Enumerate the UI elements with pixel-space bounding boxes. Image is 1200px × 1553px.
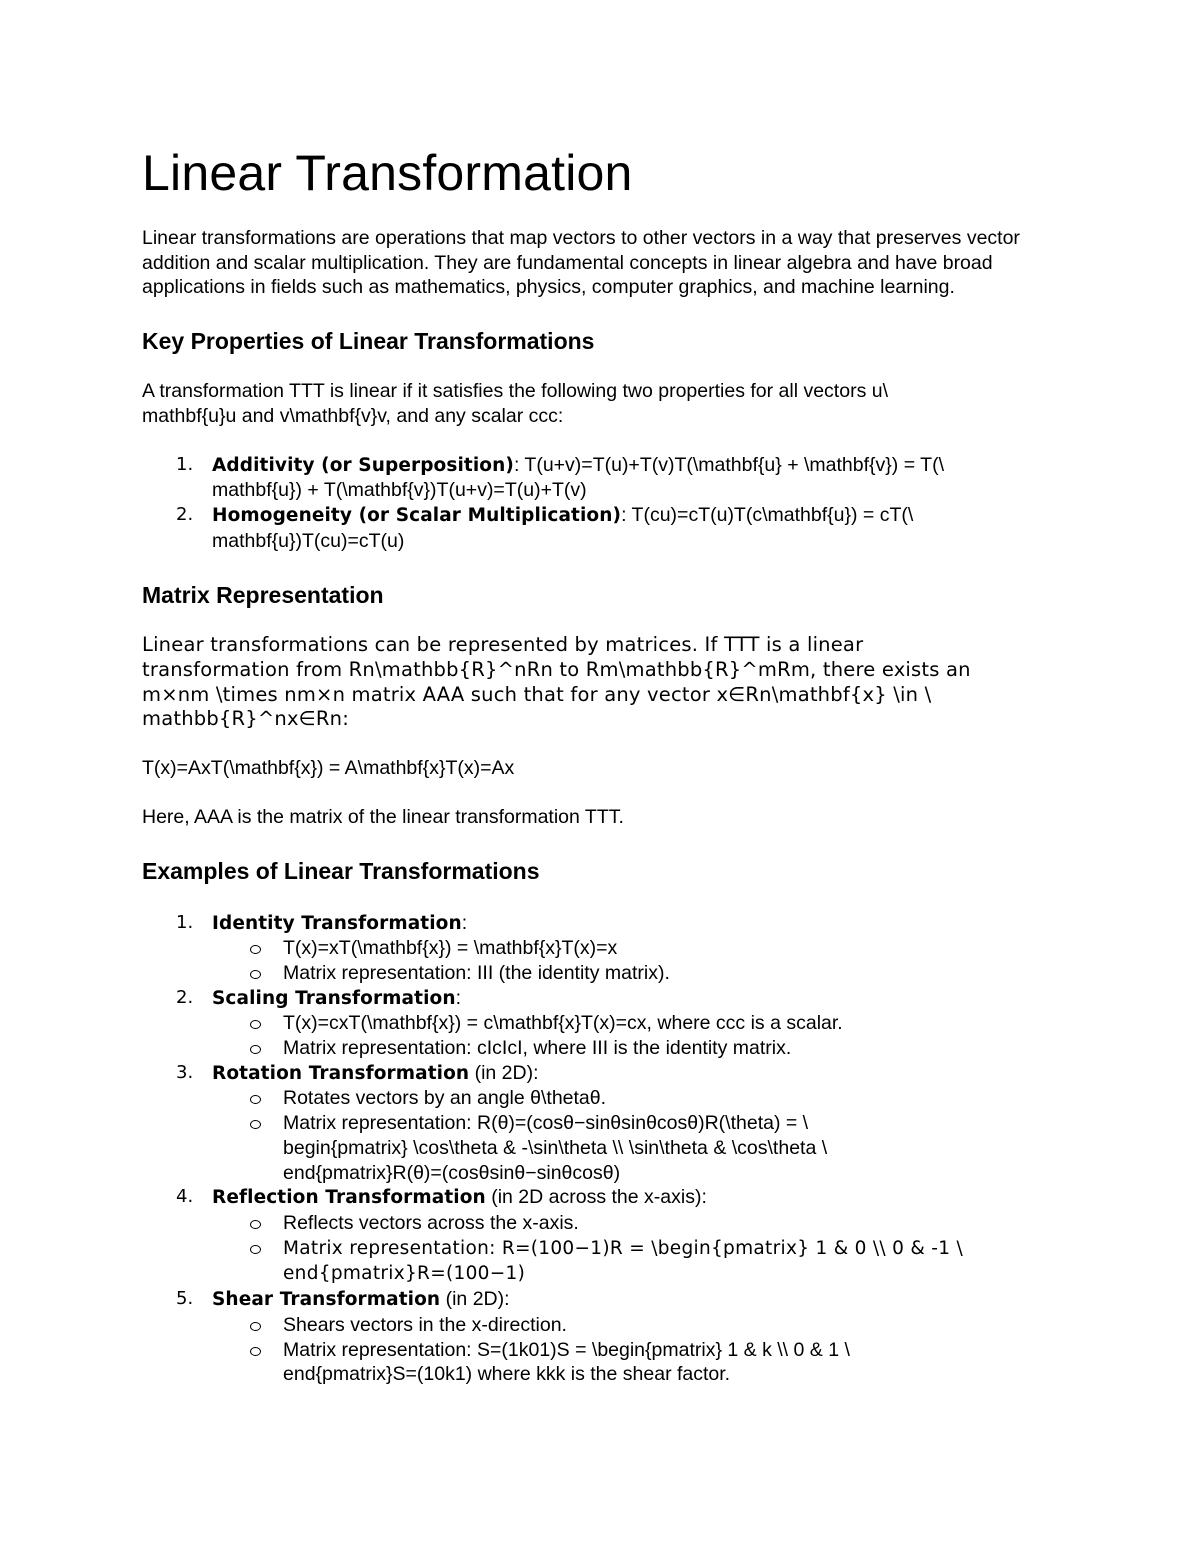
hollow-circle-bullet-icon — [250, 1220, 261, 1229]
sub-list-item — [142, 961, 1062, 986]
sub-list-item — [142, 1111, 1062, 1185]
hollow-circle-bullet-icon — [250, 1095, 261, 1104]
sub-list-item — [142, 1236, 1062, 1287]
list-item — [142, 1287, 1062, 1387]
list-number: 1. — [176, 911, 194, 933]
sub-item-text: Shears vectors in the x-direction. — [283, 1313, 567, 1336]
list-item — [142, 503, 1062, 553]
property-formula: : T(cu)=cT(u)T(c\mathbf{u}) = cT(\ — [621, 503, 914, 526]
key-properties-text-line: mathbf{u}u and v\mathbf{v}v, and any scalar ccc: — [142, 404, 564, 427]
hollow-circle-bullet-icon — [250, 1020, 261, 1029]
sub-list-item — [142, 1313, 1062, 1338]
hollow-circle-bullet-icon — [250, 1245, 261, 1254]
example-label-suffix: : — [455, 986, 462, 1009]
sub-item-text: T(x)=cxT(\mathbf{x}) = c\mathbf{x}T(x)=cx, where ccc is a scalar. — [283, 1012, 843, 1035]
example-label-suffix: (in 2D): — [469, 1061, 539, 1084]
example-label-suffix: : — [461, 911, 468, 934]
sub-item-text: Matrix representation: R(θ)=(cosθ−sinθsinθcosθ)R(\theta) = \ — [283, 1112, 809, 1135]
list-item — [142, 1185, 1062, 1287]
matrix-line: m×nm \times nm×n matrix AAA such that for any vector x∈Rn\mathbf{x} \in \ — [142, 682, 932, 706]
sub-item-text: begin{pmatrix} \cos\theta & -\sin\theta \\ \sin\theta & \cos\theta \ — [283, 1136, 828, 1159]
key-properties-heading: Key Properties of Linear Transformations — [142, 328, 595, 355]
sub-item-text: Matrix representation: cIcIcI, where III is the identity matrix. — [283, 1037, 792, 1060]
sub-list-item — [142, 1036, 1062, 1061]
sub-item-text: Reflects vectors across the x-axis. — [283, 1211, 579, 1234]
sub-list-item — [142, 936, 1062, 961]
examples-list — [142, 911, 1062, 1387]
property-formula: : T(u+v)=T(u)+T(v)T(\mathbf{u} + \mathbf{v}) = T(\ — [513, 453, 944, 476]
hollow-circle-bullet-icon — [250, 1347, 261, 1356]
matrix-equation: T(x)=AxT(\mathbf{x}) = A\mathbf{x}T(x)=Ax — [142, 757, 515, 780]
matrix-paragraph — [142, 633, 1062, 732]
matrix-line: Linear transformations can be represented by matrices. If TTT is a linear — [142, 633, 864, 657]
example-label-suffix: (in 2D): — [440, 1288, 510, 1311]
list-number: 3. — [176, 1061, 194, 1083]
sub-item-text: end{pmatrix}R(θ)=(cosθsinθ−sinθcosθ) — [283, 1161, 621, 1184]
matrix-note: Here, AAA is the matrix of the linear transformation TTT. — [142, 805, 624, 828]
sub-item-text: Rotates vectors by an angle θ\thetaθ. — [283, 1087, 607, 1110]
hollow-circle-bullet-icon — [250, 1120, 261, 1129]
example-label: Rotation Transformation — [212, 1062, 470, 1084]
hollow-circle-bullet-icon — [250, 945, 261, 954]
sub-item-text: Matrix representation: S=(1k01)S = \begin{pmatrix} 1 & k \\ 0 & 1 \ — [283, 1338, 850, 1361]
sub-item-text: end{pmatrix}R=(100−1) — [283, 1263, 526, 1285]
page-title: Linear Transformation — [142, 145, 633, 201]
sub-item-text: Matrix representation: R=(100−1)R = \begin{pmatrix} 1 & 0 \\ 0 & -1 \ — [283, 1237, 964, 1259]
example-label: Identity Transformation — [212, 912, 462, 934]
hollow-circle-bullet-icon — [250, 1322, 261, 1331]
example-label: Shear Transformation — [212, 1289, 441, 1311]
example-label-suffix: (in 2D across the x-axis): — [485, 1186, 707, 1209]
list-item — [142, 1061, 1062, 1186]
property-label: Homogeneity (or Scalar Multiplication) — [212, 504, 622, 526]
property-formula: mathbf{u})T(cu)=cT(u) — [212, 529, 405, 552]
matrix-line: mathbb{R}^nx∈Rn: — [142, 707, 349, 731]
list-number: 2. — [176, 986, 194, 1008]
sub-list-item — [142, 1011, 1062, 1036]
hollow-circle-bullet-icon — [250, 970, 261, 979]
example-label: Scaling Transformation — [212, 987, 456, 1009]
hollow-circle-bullet-icon — [250, 1045, 261, 1054]
list-item — [142, 911, 1062, 986]
document-content — [142, 142, 1062, 1387]
property-label: Additivity (or Superposition) — [212, 454, 514, 476]
matrix-representation-heading: Matrix Representation — [142, 582, 384, 609]
list-number: 1. — [176, 453, 194, 475]
sub-item-text: T(x)=xT(\mathbf{x}) = \mathbf{x}T(x)=x — [283, 937, 618, 960]
sub-list-item — [142, 1211, 1062, 1236]
list-item — [142, 986, 1062, 1061]
matrix-line: transformation from Rn\mathbb{R}^nRn to Rm\mathbb{R}^mRm, there exists an — [142, 658, 971, 682]
example-label: Reflection Transformation — [212, 1187, 486, 1209]
sub-list-item — [142, 1086, 1062, 1111]
list-item — [142, 453, 1062, 503]
key-properties-list — [142, 453, 1062, 554]
property-formula: mathbf{u}) + T(\mathbf{v})T(u+v)=T(u)+T(v) — [212, 479, 587, 502]
key-properties-text — [142, 379, 1062, 428]
list-number: 5. — [176, 1288, 194, 1310]
sub-item-text: Matrix representation: III (the identity matrix). — [283, 961, 670, 984]
sub-item-text: end{pmatrix}S=(10k1) where kkk is the shear factor. — [283, 1363, 731, 1386]
key-properties-text-line: A transformation TTT is linear if it satisfies the following two properties for all vectors u\ — [142, 380, 888, 403]
list-number: 2. — [176, 503, 194, 525]
examples-heading: Examples of Linear Transformations — [142, 857, 540, 884]
intro-paragraph: Linear transformations are operations that map vectors to other vectors in a way that preserves vector addition and scalar multiplication. They are fundamental concepts in linear algebra and have broad applications in fields such as mathematics, physics, computer graphics, and machine learning. — [142, 227, 1020, 299]
sub-list-item — [142, 1338, 1062, 1387]
list-number: 4. — [176, 1186, 194, 1208]
